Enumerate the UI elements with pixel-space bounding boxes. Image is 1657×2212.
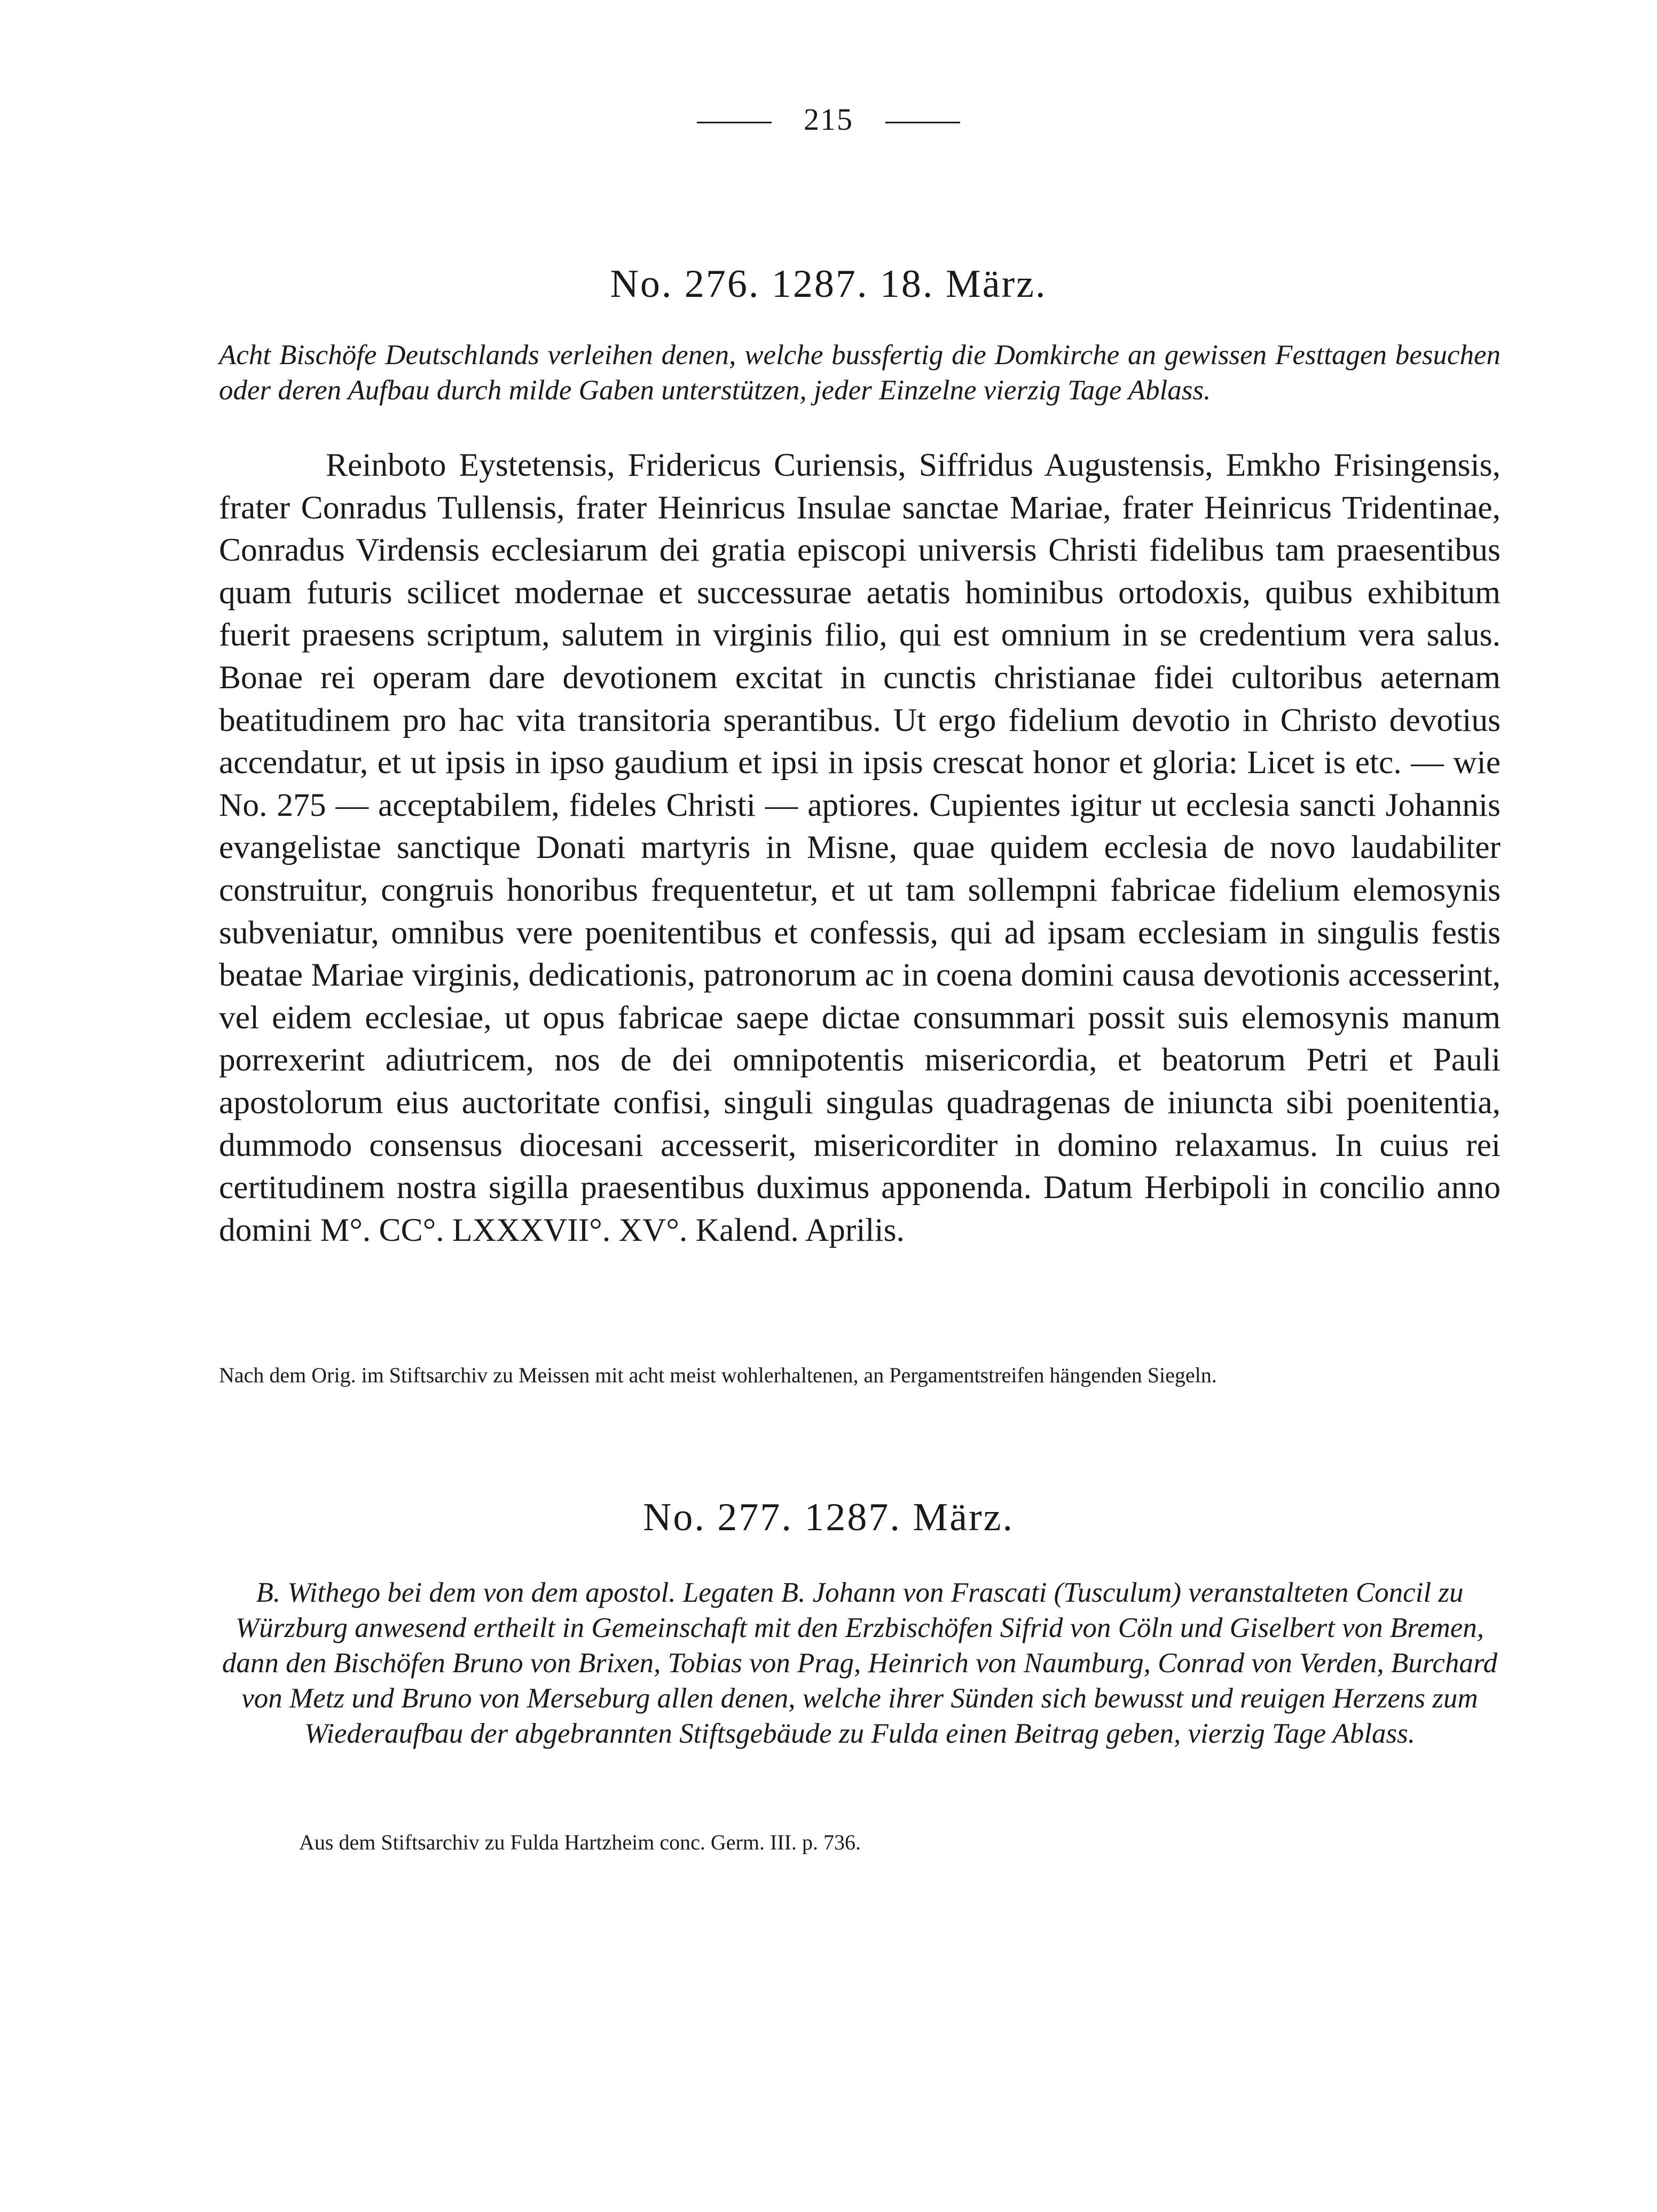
page-number-value: 215 bbox=[804, 102, 853, 137]
entry-276-source-note: Nach dem Orig. im Stiftsarchiv zu Meissen mit acht meist wohlerhaltenen, an Pergamentstreifen hängenden Siegeln. bbox=[219, 1363, 1217, 1387]
entry-276-heading: No. 276. 1287. 18. März. bbox=[610, 262, 1047, 306]
page-number bbox=[0, 101, 1657, 137]
entry-277-summary: B. Withego bei dem von dem apostol. Legaten B. Johann von Frascati (Tusculum) veranstalteten Concil zu Würzburg anwesend ertheilt in Gemeinschaft mit den Erzbischöfen Sifrid von Cöln und Giselbert von Bremen, dann den Bischöfen Bruno von Brixen, Tobias von Prag, Heinrich von Naumburg, Conrad von Verden, Burchard von Metz und Bruno von Merseburg allen denen, welche ihrer Sünden sich bewusst und reuigen Herzens zum Wiederaufbau der abgebrannten Stiftsgebäude zu Fulda einen Beitrag geben, vierzig Tage Ablass. bbox=[222, 1577, 1498, 1749]
entry-277-heading: No. 277. 1287. März. bbox=[642, 1495, 1015, 1539]
entry-277-source-note: Aus dem Stiftsarchiv zu Fulda Hartzheim conc. Germ. III. p. 736. bbox=[299, 1830, 861, 1854]
entry-276-summary: Acht Bischöfe Deutschlands verleihen denen, welche bussfertig die Domkirche an gewissen Festtagen besuchen oder deren Aufbau durch milde Gaben unterstützen, jeder Einzelne vierzig Tage Ablass. bbox=[219, 340, 1501, 406]
page-number-rule-left bbox=[697, 122, 772, 123]
entry-276-text: Reinboto Eystetensis, Fridericus Curiensis, Siffridus Augustensis, Emkho Frisingensis, frater Conradus Tullensis, frater Heinricus Insulae sanctae Mariae, frater Heinricus Tridentinae, Conradus Virdensis ecclesiarum dei gratia episcopi universis Christi fidelibus tam praesentibus quam futuris scilicet modernae et successurae aetatis hominibus ortodoxis, quibus exhibitum fuerit praesens scriptum, salutem in virginis filio, qui est omnium in se credentium vera salus. Bonae rei operam dare devotionem excitat in cunctis christianae fidei cultoribus aeternam beatitudinem pro hac vita transitoria sperantibus. Ut ergo fidelium devotio in Christo devotius accendatur, et ut ipsis in ipso gaudium et ipsi in ipsis crescat honor et gloria: Licet is etc. — wie No. 275 — acceptabilem, fideles Christi — aptiores. Cupientes igitur ut ecclesia sancti Johannis evangelistae sanctique Donati martyris in Misne, quae quidem ecclesia de novo laudabiliter construitur, congruis honoribus frequentetur, et ut tam sollempni fabricae fidelium elemosynis subveniatur, omnibus vere poenitentibus et confessis, qui ad ipsam ecclesiam in singulis festis beatae Mariae virginis, dedicationis, patronorum ac in coena domini causa devotionis accesserint, vel eidem ecclesiae, ut opus fabricae saepe dictae consummari possit suis elemosynis manum porrexerint adiutricem, nos de dei omnipotentis misericordia, et beatorum Petri et Pauli apostolorum eius auctoritate confisi, singuli singulas quadragenas de iniuncta sibi poenitentia, dummodo consensus diocesani accesserit, misericorditer in domino relaxamus. In cuius rei certitudinem nostra sigilla praesentibus duximus apponenda. Datum Herbipoli in concilio anno domini M°. CC°. LXXXVII°. XV°. Kalend. Aprilis. bbox=[219, 447, 1501, 1248]
page-number-rule-right bbox=[885, 122, 960, 123]
